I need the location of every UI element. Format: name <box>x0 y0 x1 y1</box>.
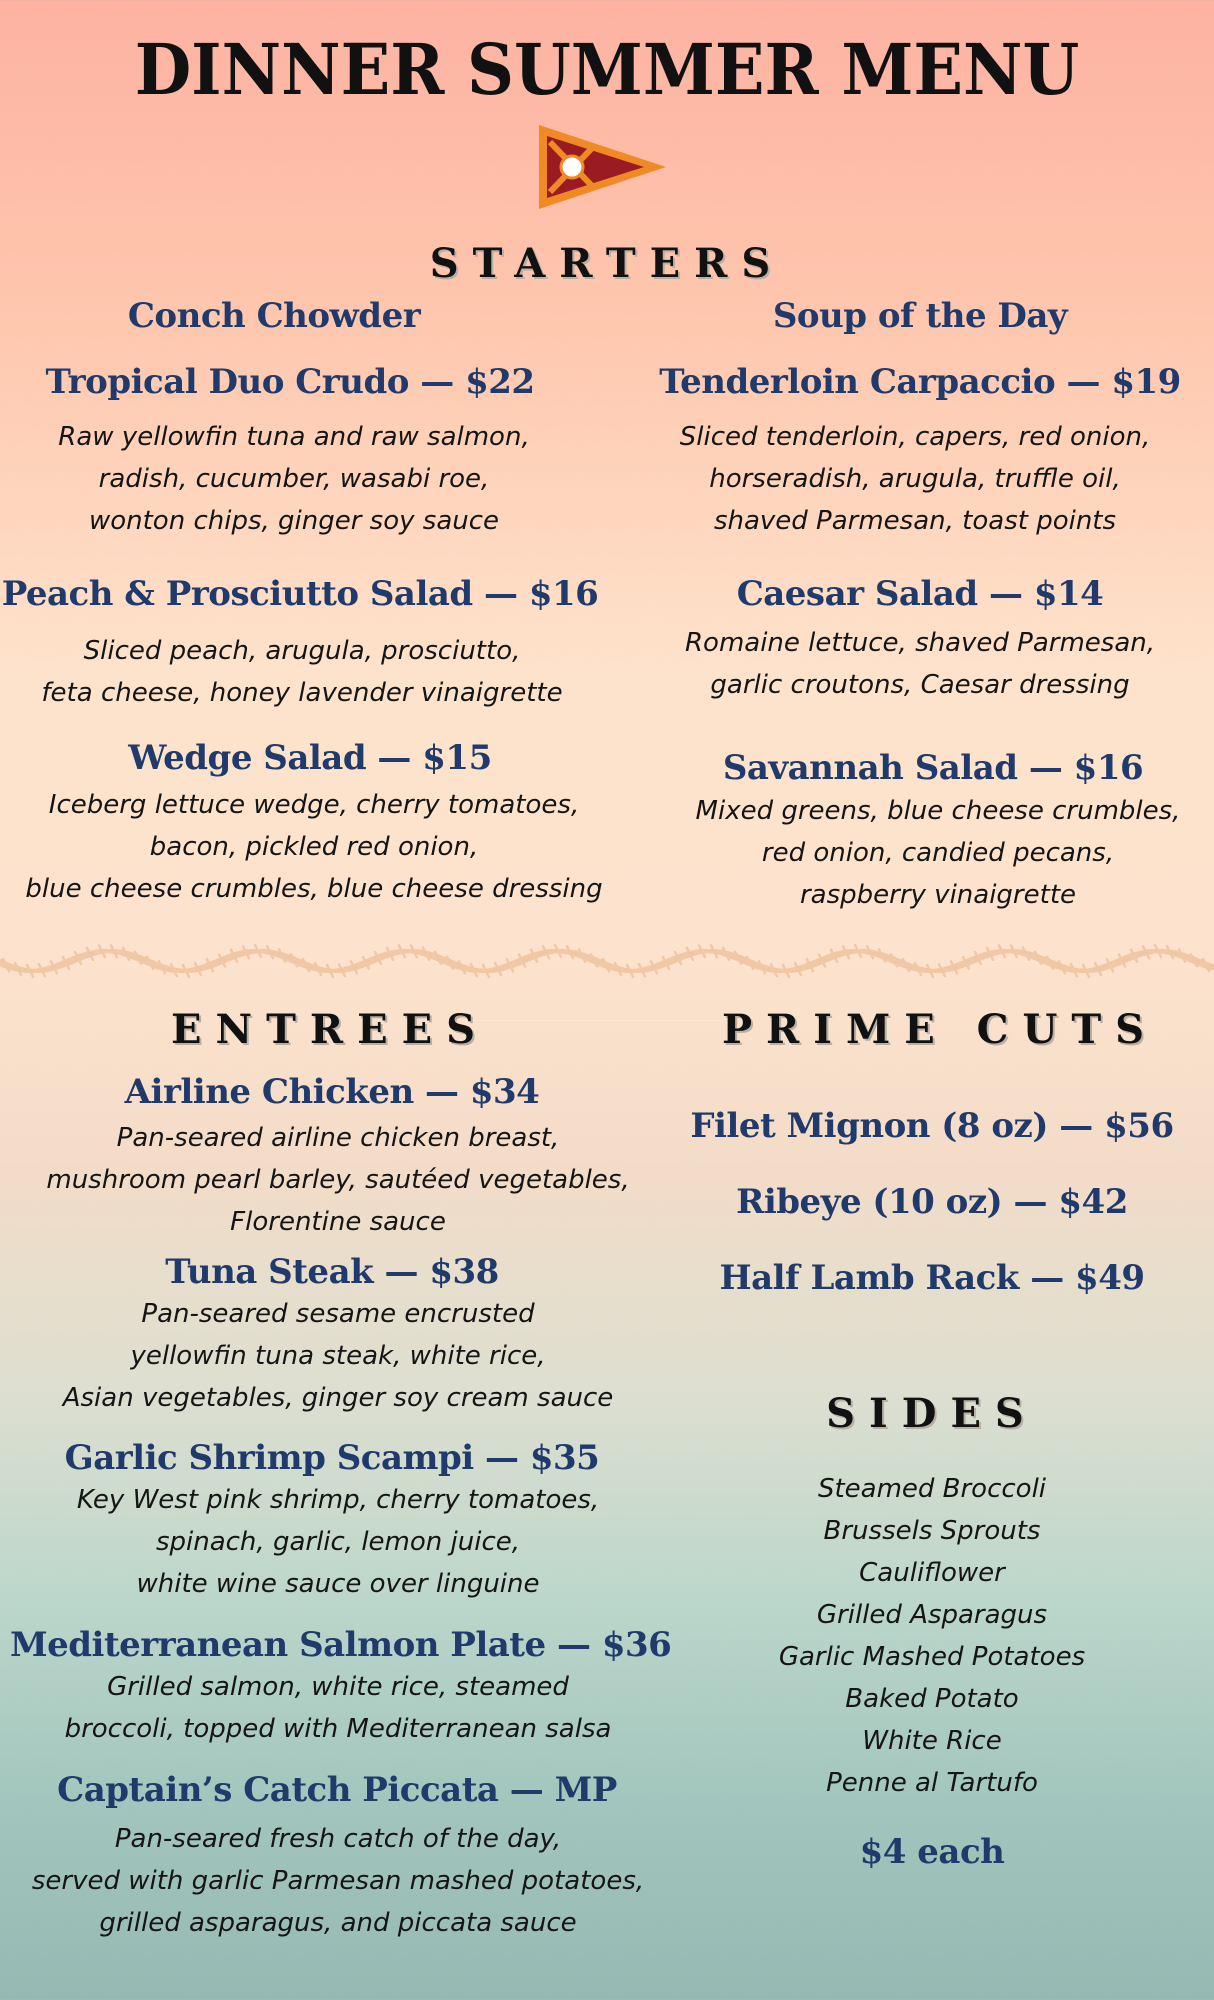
dish-ribeye: Ribeye (10 oz) — $42 <box>736 1182 1128 1222</box>
dish-description: Iceberg lettuce wedge, cherry tomatoes, bacon, pickled red onion, blue cheese crumbles, blue cheese dressing <box>25 790 603 904</box>
dish-caesar-salad: Caesar Salad — $14 <box>736 574 1104 614</box>
dish-description: Sliced tenderloin, capers, red onion, horseradish, arugula, truffle oil, shaved Parmesan, toast points <box>679 422 1151 536</box>
dish-wedge-salad: Wedge Salad — $15 <box>128 738 492 778</box>
side-item: Steamed Broccoli <box>817 1474 1047 1504</box>
side-item: Grilled Asparagus <box>816 1600 1048 1630</box>
dish-half-lamb-rack: Half Lamb Rack — $49 <box>719 1258 1145 1298</box>
dish-tropical-duo-crudo: Tropical Duo Crudo — $22 <box>45 362 535 402</box>
sides-list <box>680 1468 1184 1804</box>
dish-airline-chicken: Airline Chicken — $34 <box>124 1072 540 1112</box>
dish-description: Key West pink shrimp, cherry tomatoes, spinach, garlic, lemon juice, white wine sauce over linguine <box>76 1485 600 1599</box>
dish-soup-of-the-day: Soup of the Day <box>772 296 1068 336</box>
dish-description: Pan-seared airline chicken breast, mushroom pearl barley, sautéed vegetables, Florentine sauce <box>46 1123 630 1237</box>
dish-garlic-shrimp-scampi: Garlic Shrimp Scampi — $35 <box>64 1438 600 1478</box>
dish-description: Romaine lettuce, shaved Parmesan, garlic croutons, Caesar dressing <box>684 628 1156 700</box>
side-item: Cauliflower <box>859 1558 1005 1588</box>
section-heading-starters: STARTERS <box>429 240 785 287</box>
dish-description: Pan-seared fresh catch of the day, served with garlic Parmesan mashed potatoes, grilled asparagus, and piccata sauce <box>31 1824 645 1938</box>
menu-title: DINNER SUMMER MENU <box>134 28 1080 111</box>
section-heading-sides: SIDES <box>826 1390 1038 1437</box>
dish-description: Grilled salmon, white rice, steamed broccoli, topped with Mediterranean salsa <box>64 1672 612 1744</box>
dish-captains-catch-piccata: Captain’s Catch Piccata — MP <box>57 1770 617 1810</box>
dish-description: Mixed greens, blue cheese crumbles, red onion, candied pecans, raspberry vinaigrette <box>695 796 1181 910</box>
sides-price: $4 each <box>859 1832 1005 1872</box>
dish-filet-mignon: Filet Mignon (8 oz) — $56 <box>690 1106 1174 1146</box>
dish-savannah-salad: Savannah Salad — $16 <box>722 748 1144 788</box>
side-item: Brussels Sprouts <box>823 1516 1041 1546</box>
side-item: Penne al Tartufo <box>826 1768 1038 1798</box>
side-item: Baked Potato <box>845 1684 1019 1714</box>
dish-mediterranean-salmon-plate: Mediterranean Salmon Plate — $36 <box>10 1625 672 1665</box>
dish-description: Pan-seared sesame encrusted yellowfin tuna steak, white rice, Asian vegetables, ginger soy cream sauce <box>62 1299 614 1413</box>
dish-peach-prosciutto-salad: Peach & Prosciutto Salad — $16 <box>1 574 599 614</box>
rope-divider <box>0 936 1214 986</box>
section-heading-prime-cuts: PRIME CUTS <box>721 1006 1159 1053</box>
dish-conch-chowder: Conch Chowder <box>127 296 421 336</box>
dish-tenderloin-carpaccio: Tenderloin Carpaccio — $19 <box>659 362 1181 402</box>
dish-description: Sliced peach, arugula, prosciutto, feta cheese, honey lavender vinaigrette <box>41 636 563 708</box>
dish-description: Raw yellowfin tuna and raw salmon, radish, cucumber, wasabi roe, wonton chips, ginger soy sauce <box>58 422 530 536</box>
pennant-flag-icon <box>536 122 672 212</box>
side-item: Garlic Mashed Potatoes <box>778 1642 1086 1672</box>
side-item: White Rice <box>862 1726 1002 1756</box>
section-heading-entrees: ENTREES <box>171 1006 489 1053</box>
dish-tuna-steak: Tuna Steak — $38 <box>165 1252 499 1292</box>
